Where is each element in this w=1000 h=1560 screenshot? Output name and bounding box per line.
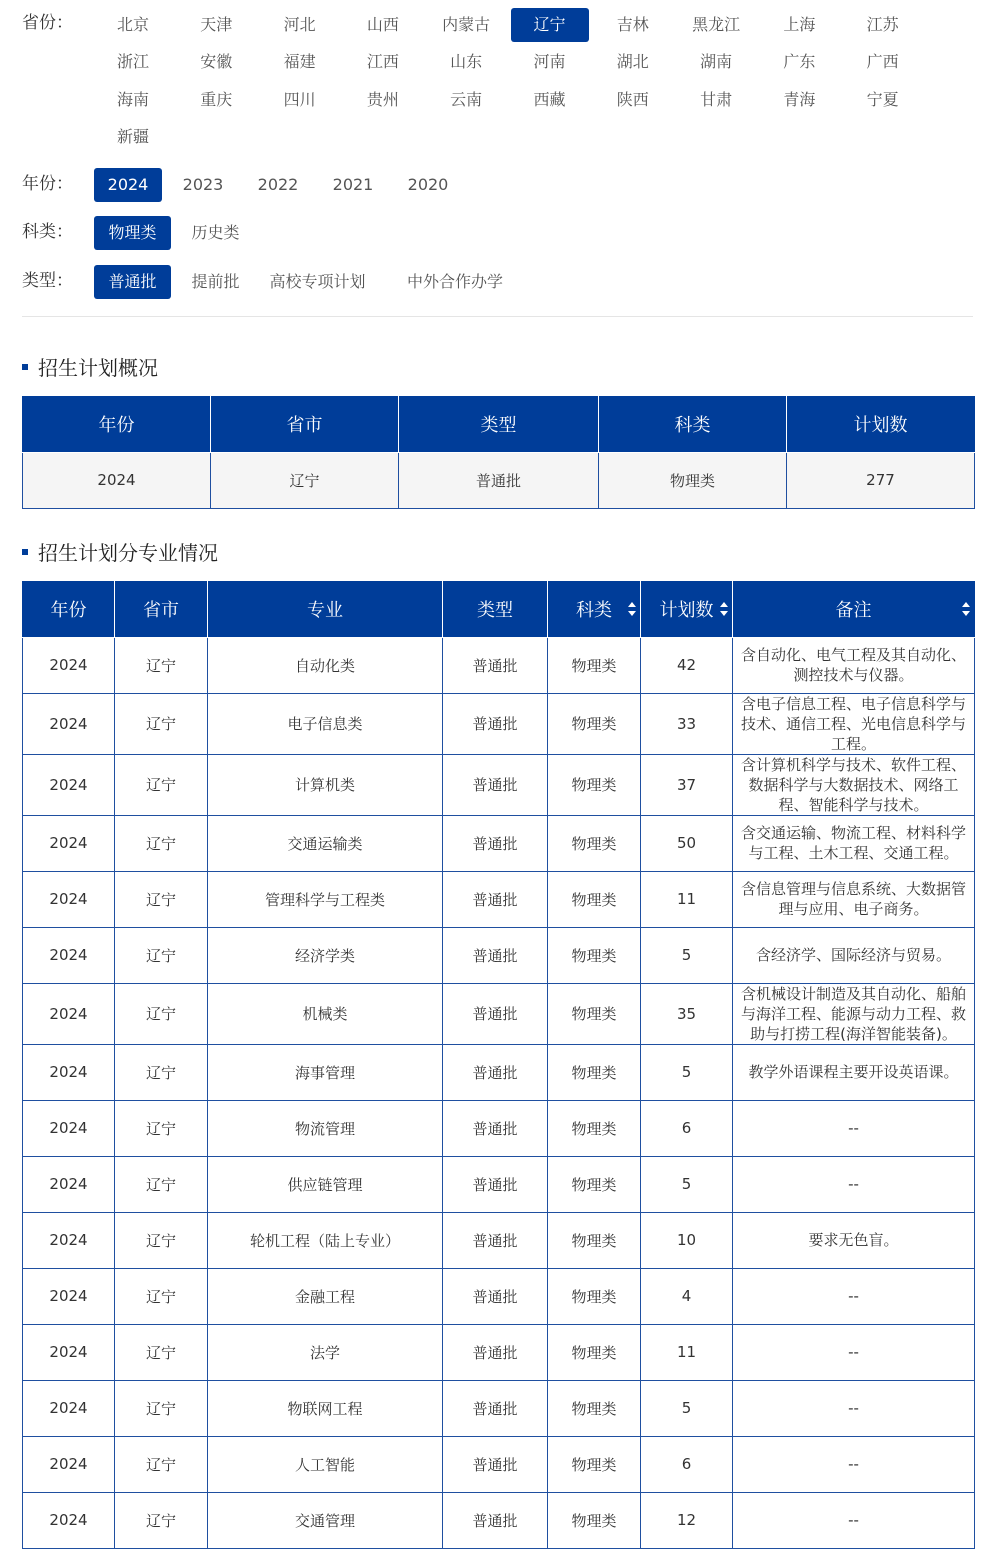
year-cell: 2024 (23, 815, 115, 871)
year-option[interactable]: 2024 (94, 168, 162, 202)
year-cell: 2024 (23, 1156, 115, 1212)
major-cell: 交通运输类 (208, 815, 443, 871)
batch-cell: 普通批 (443, 754, 548, 815)
major-cell: 管理科学与工程类 (208, 871, 443, 927)
province-option[interactable]: 海南 (116, 89, 149, 109)
batch-cell: 普通批 (443, 1100, 548, 1156)
overview-cell: 277 (787, 452, 975, 508)
province-option[interactable]: 甘肃 (700, 89, 733, 109)
note-cell: 教学外语课程主要开设英语课。 (733, 1044, 975, 1100)
major-cell: 计算机类 (208, 754, 443, 815)
province-option[interactable]: 湖北 (616, 52, 649, 72)
batch-cell: 普通批 (443, 983, 548, 1044)
subject-cell: 物理类 (548, 815, 641, 871)
table-row (23, 754, 975, 815)
batch-cell: 普通批 (443, 1212, 548, 1268)
province-option[interactable]: 四川 (283, 89, 316, 109)
province-cell: 辽宁 (115, 1492, 208, 1548)
count-cell: 5 (641, 1044, 733, 1100)
batch-cell: 普通批 (443, 871, 548, 927)
count-cell: 33 (641, 693, 733, 754)
note-cell: 含交通运输、物流工程、材料科学与工程、土木工程、交通工程。 (733, 815, 975, 871)
year-cell: 2024 (23, 1324, 115, 1380)
major-cell: 经济学类 (208, 927, 443, 983)
sort-icon[interactable] (720, 602, 728, 616)
province-option[interactable]: 重庆 (200, 89, 233, 109)
province-cell: 辽宁 (115, 1100, 208, 1156)
province-option[interactable]: 西藏 (533, 89, 566, 109)
overview-header-subject: 科类 (599, 396, 787, 452)
major-cell: 交通管理 (208, 1492, 443, 1548)
province-cell: 辽宁 (115, 1044, 208, 1100)
province-option[interactable]: 天津 (200, 15, 233, 34)
subject-cell: 物理类 (548, 1268, 641, 1324)
subject-option[interactable]: 物理类 (94, 216, 171, 250)
province-option[interactable]: 宁夏 (866, 89, 899, 109)
year-option[interactable]: 2022 (257, 175, 299, 194)
count-cell: 11 (641, 871, 733, 927)
majors-header-province: 省市 (115, 581, 208, 637)
table-row (23, 1436, 975, 1492)
year-cell: 2024 (23, 693, 115, 754)
major-cell: 法学 (208, 1324, 443, 1380)
subject-label: 科类： (22, 222, 73, 242)
year-cell: 2024 (23, 1044, 115, 1100)
province-cell: 辽宁 (115, 983, 208, 1044)
year-cell: 2024 (23, 871, 115, 927)
province-cell: 辽宁 (115, 1324, 208, 1380)
note-cell: 含计算机科学与技术、软件工程、数据科学与大数据技术、网络工程、智能科学与技术。 (733, 754, 975, 815)
table-row (23, 1380, 975, 1436)
majors-section-title (22, 537, 218, 566)
count-cell: 37 (641, 754, 733, 815)
table-row (23, 1212, 975, 1268)
batch-option[interactable]: 提前批 (191, 272, 240, 291)
province-option[interactable]: 安徽 (200, 52, 233, 72)
table-row (23, 1492, 975, 1548)
batch-cell: 普通批 (443, 927, 548, 983)
table-row (23, 983, 975, 1044)
overview-header-year: 年份 (23, 396, 211, 452)
table-row (23, 1268, 975, 1324)
table-row (23, 871, 975, 927)
batch-cell: 普通批 (443, 1156, 548, 1212)
batch-cell: 普通批 (443, 1380, 548, 1436)
overview-title-text: 招生计划概况 (38, 356, 158, 380)
overview-header-row (23, 396, 975, 452)
province-option[interactable]: 湖南 (700, 52, 733, 72)
count-cell: 5 (641, 1156, 733, 1212)
major-cell: 机械类 (208, 983, 443, 1044)
majors-header-batch: 类型 (443, 581, 548, 637)
note-cell: -- (733, 1324, 975, 1380)
major-cell: 金融工程 (208, 1268, 443, 1324)
overview-header-count: 计划数 (787, 396, 975, 452)
batch-cell: 普通批 (443, 1044, 548, 1100)
note-cell: 含机械设计制造及其自动化、船舶与海洋工程、能源与动力工程、救助与打捞工程(海洋智能装备)。 (733, 983, 975, 1044)
note-cell: -- (733, 1100, 975, 1156)
province-option[interactable]: 江西 (366, 52, 399, 72)
year-cell: 2024 (23, 927, 115, 983)
province-option[interactable]: 山东 (450, 52, 483, 72)
major-cell: 海事管理 (208, 1044, 443, 1100)
table-row (23, 1156, 975, 1212)
subject-cell: 物理类 (548, 1212, 641, 1268)
year-cell: 2024 (23, 1268, 115, 1324)
province-cell: 辽宁 (115, 754, 208, 815)
batch-label: 类型： (22, 271, 73, 291)
overview-table (22, 396, 975, 509)
subject-cell: 物理类 (548, 1044, 641, 1100)
year-cell: 2024 (23, 1212, 115, 1268)
overview-header-province: 省市 (211, 396, 399, 452)
table-row (23, 927, 975, 983)
major-cell: 轮机工程（陆上专业） (208, 1212, 443, 1268)
province-cell: 辽宁 (115, 693, 208, 754)
divider (22, 316, 973, 317)
subject-cell: 物理类 (548, 1324, 641, 1380)
province-cell: 辽宁 (115, 1268, 208, 1324)
subject-cell: 物理类 (548, 871, 641, 927)
year-option[interactable]: 2023 (182, 175, 224, 194)
count-cell: 4 (641, 1268, 733, 1324)
province-option[interactable]: 新疆 (116, 126, 149, 146)
year-cell: 2024 (23, 1492, 115, 1548)
province-option[interactable]: 吉林 (616, 15, 649, 34)
note-cell: -- (733, 1268, 975, 1324)
table-row (23, 1100, 975, 1156)
subject-cell: 物理类 (548, 927, 641, 983)
province-cell: 辽宁 (115, 1380, 208, 1436)
year-cell: 2024 (23, 1100, 115, 1156)
batch-cell: 普通批 (443, 637, 548, 693)
batch-cell: 普通批 (443, 1324, 548, 1380)
province-option[interactable]: 陕西 (616, 89, 649, 109)
province-option[interactable]: 福建 (283, 52, 316, 72)
major-cell: 人工智能 (208, 1436, 443, 1492)
province-cell: 辽宁 (115, 1436, 208, 1492)
year-cell: 2024 (23, 1380, 115, 1436)
province-option[interactable]: 贵州 (366, 89, 399, 109)
note-cell: 含信息管理与信息系统、大数据管理与应用、电子商务。 (733, 871, 975, 927)
majors-header-subject[interactable]: 科类 (548, 581, 641, 637)
count-cell: 6 (641, 1100, 733, 1156)
batch-cell: 普通批 (443, 693, 548, 754)
province-option[interactable]: 浙江 (116, 52, 149, 72)
province-option[interactable]: 广东 (783, 52, 816, 72)
province-option[interactable]: 北京 (116, 15, 149, 34)
count-cell: 5 (641, 927, 733, 983)
subject-cell: 物理类 (548, 637, 641, 693)
note-cell: 含电子信息工程、电子信息科学与技术、通信工程、光电信息科学与工程。 (733, 693, 975, 754)
subject-cell: 物理类 (548, 1380, 641, 1436)
province-option[interactable]: 山西 (366, 15, 399, 34)
batch-option[interactable]: 高校专项计划 (269, 272, 366, 291)
province-option[interactable]: 内蒙古 (442, 15, 491, 34)
majors-header-year: 年份 (23, 581, 115, 637)
province-option[interactable]: 辽宁 (511, 8, 589, 42)
subject-cell: 物理类 (548, 1436, 641, 1492)
sort-icon[interactable] (962, 602, 970, 616)
count-cell: 42 (641, 637, 733, 693)
sort-icon[interactable] (628, 602, 636, 616)
province-option[interactable]: 青海 (783, 89, 816, 109)
count-cell: 6 (641, 1436, 733, 1492)
count-cell: 11 (641, 1324, 733, 1380)
count-cell: 12 (641, 1492, 733, 1548)
count-cell: 5 (641, 1380, 733, 1436)
majors-title-text: 招生计划分专业情况 (38, 541, 218, 565)
table-row (23, 1044, 975, 1100)
majors-header-major: 专业 (208, 581, 443, 637)
major-cell: 自动化类 (208, 637, 443, 693)
year-cell: 2024 (23, 1436, 115, 1492)
majors-header-row (23, 581, 975, 637)
province-cell: 辽宁 (115, 927, 208, 983)
province-option[interactable]: 河北 (283, 15, 316, 34)
major-cell: 电子信息类 (208, 693, 443, 754)
subject-cell: 物理类 (548, 693, 641, 754)
subject-cell: 物理类 (548, 754, 641, 815)
major-cell: 物联网工程 (208, 1380, 443, 1436)
table-row (23, 693, 975, 754)
year-cell: 2024 (23, 983, 115, 1044)
province-label: 省份： (22, 13, 73, 33)
table-row (23, 452, 975, 508)
province-cell: 辽宁 (115, 815, 208, 871)
year-label: 年份： (22, 174, 73, 194)
province-option[interactable]: 江苏 (866, 15, 899, 34)
count-cell: 35 (641, 983, 733, 1044)
overview-cell: 2024 (23, 452, 211, 508)
subject-cell: 物理类 (548, 1492, 641, 1548)
subject-cell: 物理类 (548, 1156, 641, 1212)
year-cell: 2024 (23, 637, 115, 693)
table-row (23, 1324, 975, 1380)
note-cell: -- (733, 1380, 975, 1436)
subject-option[interactable]: 历史类 (191, 223, 240, 242)
province-cell: 辽宁 (115, 1156, 208, 1212)
year-cell: 2024 (23, 754, 115, 815)
note-cell: 含自动化、电气工程及其自动化、测控技术与仪器。 (733, 637, 975, 693)
batch-cell: 普通批 (443, 1436, 548, 1492)
subject-cell: 物理类 (548, 1100, 641, 1156)
overview-section-title (22, 352, 158, 381)
province-cell: 辽宁 (115, 637, 208, 693)
province-option[interactable]: 广西 (866, 52, 899, 72)
province-option[interactable]: 上海 (783, 15, 816, 34)
major-cell: 供应链管理 (208, 1156, 443, 1212)
major-cell: 物流管理 (208, 1100, 443, 1156)
note-cell: 要求无色盲。 (733, 1212, 975, 1268)
table-row (23, 637, 975, 693)
count-cell: 10 (641, 1212, 733, 1268)
province-option[interactable]: 黑龙江 (692, 15, 741, 34)
section-bullet-icon (22, 549, 28, 555)
section-bullet-icon (22, 364, 28, 370)
majors-header-count[interactable]: 计划数 (641, 581, 733, 637)
province-option[interactable]: 云南 (450, 89, 483, 109)
batch-cell: 普通批 (443, 1492, 548, 1548)
province-cell: 辽宁 (115, 1212, 208, 1268)
overview-header-batch: 类型 (399, 396, 599, 452)
batch-option[interactable]: 普通批 (94, 265, 171, 299)
overview-cell: 辽宁 (211, 452, 399, 508)
note-cell: 含经济学、国际经济与贸易。 (733, 927, 975, 983)
table-row (23, 815, 975, 871)
year-option[interactable]: 2020 (407, 175, 449, 194)
batch-cell: 普通批 (443, 815, 548, 871)
batch-option[interactable]: 中外合作办学 (406, 272, 503, 291)
majors-table (22, 581, 975, 1549)
year-option[interactable]: 2021 (332, 175, 374, 194)
batch-cell: 普通批 (443, 1268, 548, 1324)
overview-cell: 普通批 (399, 452, 599, 508)
note-cell: -- (733, 1156, 975, 1212)
note-cell: -- (733, 1436, 975, 1492)
majors-header-note[interactable]: 备注 (733, 581, 975, 637)
overview-cell: 物理类 (599, 452, 787, 508)
count-cell: 50 (641, 815, 733, 871)
note-cell: -- (733, 1492, 975, 1548)
province-cell: 辽宁 (115, 871, 208, 927)
province-option[interactable]: 河南 (533, 52, 566, 72)
subject-cell: 物理类 (548, 983, 641, 1044)
